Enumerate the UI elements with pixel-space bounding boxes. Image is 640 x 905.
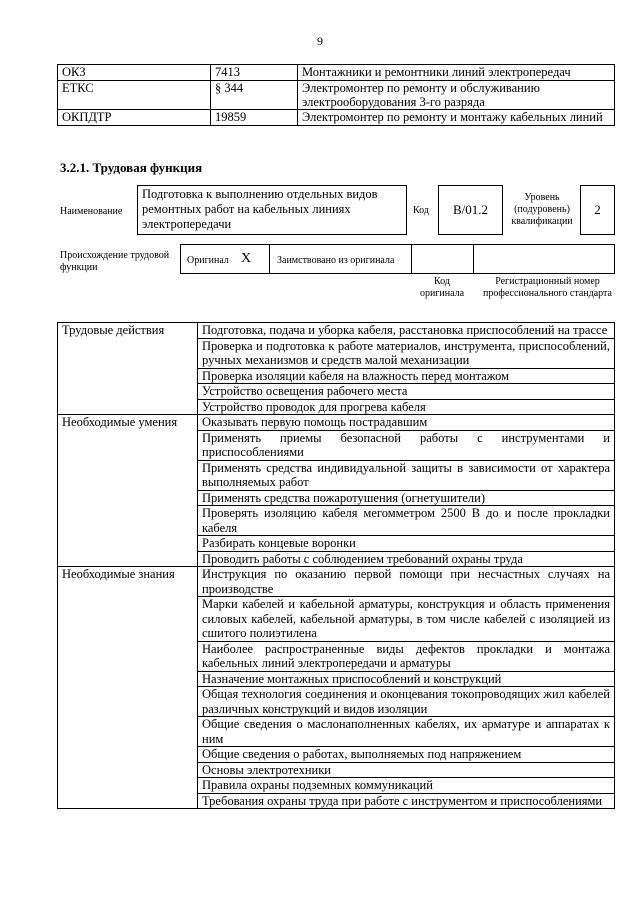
table-row [58, 323, 615, 339]
group-title-cell [58, 597, 198, 642]
list-item: Общие сведения о маслонаполненных кабелях, их арматуре и аппаратах к ним [198, 717, 615, 747]
list-item: Применять приемы безопасной работы с инструментами и приспособлениями [198, 430, 615, 460]
list-item: Устройство освещения рабочего места [198, 384, 615, 400]
list-item: Инструкция по оказанию первой помощи при несчастных случаях на производстве [198, 567, 615, 597]
group-title-cell [58, 384, 198, 400]
name-label: Наименование [60, 206, 123, 217]
list-item: Требования охраны труда при работе с инструментом и приспособлениями [198, 793, 615, 809]
list-item: Общие сведения о работах, выполняемых под напряжением [198, 747, 615, 763]
list-item: Оказывать первую помощь пострадавшим [198, 415, 615, 431]
list-item: Разбирать концевые воронки [198, 536, 615, 552]
classifier-num: 7413 [211, 65, 298, 81]
function-code: В/01.2 [438, 185, 503, 235]
list-item: Марки кабелей и кабельной арматуры, конструкция и область применения силовых кабелей, кабельной арматуры, в том числе кабелей с изоляцией из сшитого полиэтилена [198, 597, 615, 642]
table-row [58, 597, 615, 642]
classifier-code: ЕТКС [58, 81, 211, 110]
original-mark: X [241, 251, 252, 266]
table-row [58, 567, 615, 597]
classifier-name: Электромонтер по ремонту и монтажу кабельных линий [298, 110, 615, 126]
group-title-cell [58, 338, 198, 368]
group-title-cell [58, 687, 198, 717]
level-value: 2 [580, 185, 615, 235]
group-title-cell [58, 778, 198, 794]
group-title-cell [58, 762, 198, 778]
list-item: Подготовка, подача и уборка кабеля, расстановка приспособлений на трассе [198, 323, 615, 339]
code-label: Код [413, 205, 429, 216]
classifier-row [58, 65, 615, 81]
list-item: Проверка и подготовка к работе материалов, инструмента, приспособлений, ручных механизмов и средств малой механизации [198, 338, 615, 368]
classifier-table [57, 64, 615, 126]
table-row [58, 415, 615, 431]
table-row [58, 551, 615, 567]
labor-function-table [57, 322, 615, 809]
list-item: Проверка изоляции кабеля на влажность перед монтажом [198, 368, 615, 384]
table-row [58, 687, 615, 717]
group-title: Необходимые знания [58, 567, 198, 597]
table-row [58, 338, 615, 368]
function-name: Подготовка к выполнению отдельных видов ремонтных работ на кабельных линиях электропередачи [137, 185, 407, 235]
list-item: Назначение монтажных приспособлений и конструкций [198, 671, 615, 687]
section-title: 3.2.1. Трудовая функция [60, 160, 203, 175]
group-title-cell [58, 490, 198, 506]
group-title-cell [58, 747, 198, 763]
table-row [58, 384, 615, 400]
list-item: Общая технология соединения и оконцевания токопроводящих жил кабелей различных конструкций и видов изоляции [198, 687, 615, 717]
table-row [58, 778, 615, 794]
table-row [58, 793, 615, 809]
code-original-caption: Код оригинала [419, 276, 465, 299]
group-title: Трудовые действия [58, 323, 198, 339]
group-title-cell [58, 536, 198, 552]
origin-label: Происхождение трудовой функции [60, 250, 170, 273]
classifier-num: 19859 [211, 110, 298, 126]
table-row [58, 536, 615, 552]
list-item: Проводить работы с соблюдением требований охраны труда [198, 551, 615, 567]
group-title: Необходимые умения [58, 415, 198, 431]
list-item: Применять средства индивидуальной защиты в зависимости от характера выполняемых работ [198, 460, 615, 490]
level-label: Уровень (подуровень) квалификации [511, 192, 573, 227]
group-title-cell [58, 717, 198, 747]
list-item: Устройство проводок для прогрева кабеля [198, 399, 615, 415]
classifier-row [58, 81, 615, 110]
table-row [58, 506, 615, 536]
table-row [58, 460, 615, 490]
group-title-cell [58, 506, 198, 536]
group-title-cell [58, 671, 198, 687]
table-row [58, 430, 615, 460]
group-title-cell [58, 430, 198, 460]
table-row [58, 671, 615, 687]
classifier-num: § 344 [211, 81, 298, 110]
page-number: 9 [317, 34, 323, 48]
table-row [58, 399, 615, 415]
table-row [58, 368, 615, 384]
reg-number-caption: Регистрационный номер профессионального стандарта [483, 276, 612, 299]
group-title-cell [58, 368, 198, 384]
origin-box [180, 244, 615, 274]
group-title-cell [58, 551, 198, 567]
table-row [58, 641, 615, 671]
list-item: Наиболее распространенные виды дефектов прокладки и монтажа кабельных линий электропередачи и арматуры [198, 641, 615, 671]
original-label: Оригинал [187, 255, 229, 266]
classifier-name: Монтажники и ремонтники линий электропередач [298, 65, 615, 81]
classifier-name: Электромонтер по ремонту и обслуживанию электрооборудования 3-го разряда [298, 81, 615, 110]
list-item: Проверять изоляцию кабеля мегомметром 2500 В до и после прокладки кабеля [198, 506, 615, 536]
group-title-cell [58, 460, 198, 490]
classifier-code: ОКЗ [58, 65, 211, 81]
classifier-row [58, 110, 615, 126]
table-row [58, 747, 615, 763]
group-title-cell [58, 641, 198, 671]
group-title-cell [58, 793, 198, 809]
classifier-code: ОКПДТР [58, 110, 211, 126]
list-item: Применять средства пожаротушения (огнетушители) [198, 490, 615, 506]
borrowed-label: Заимствовано из оригинала [277, 255, 395, 266]
table-row [58, 490, 615, 506]
table-row [58, 717, 615, 747]
list-item: Основы электротехники [198, 762, 615, 778]
group-title-cell [58, 399, 198, 415]
list-item: Правила охраны подземных коммуникаций [198, 778, 615, 794]
table-row [58, 762, 615, 778]
